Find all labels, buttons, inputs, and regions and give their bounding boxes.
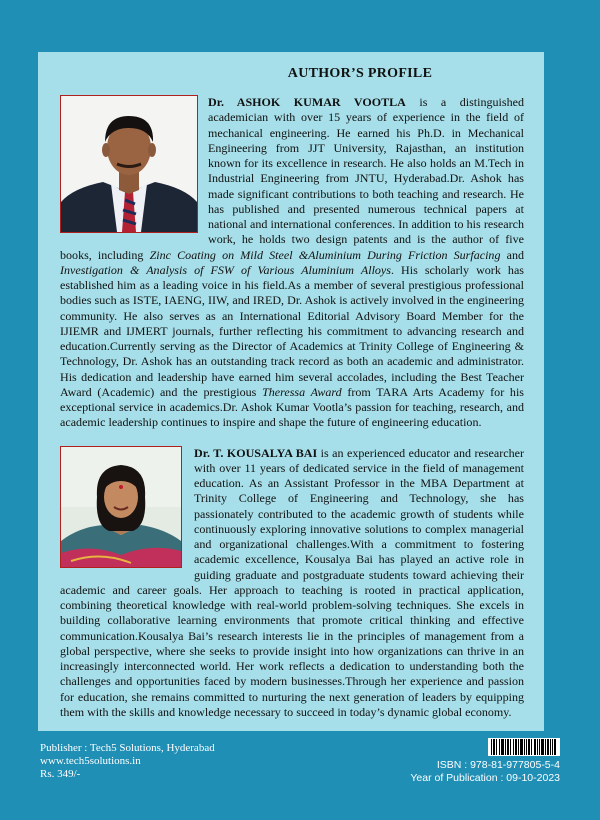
page-title: AUTHOR’S PROFILE xyxy=(287,66,433,81)
author1-text-3: . His scholarly work has established him as a leading voice in his field.As a member of several prestigious professional bodies such as ISTE, IAENG, IIW, and IRED, Dr. Ashok is actively involved in the engineering community. He also serves as an International Editorial Advisory Board Member for the IJIEMR and IJMERT journals, further reflecting his commitment to advancing research and education.Currently serving as the Director of Academics at Trinity College of Engineering & Technology, Dr. Ashok has an outstanding track record as both an academic and administrator. His dedication and leadership have earned him several accolades, including the Best Teacher Award (Academic) and the prestigious xyxy=(60,262,524,399)
author1-bio xyxy=(60,95,524,431)
author1-award: Theressa Award xyxy=(262,384,342,399)
portrait-man-icon xyxy=(61,96,197,232)
isbn-label: ISBN : 978-81-977805-5-4 xyxy=(436,759,560,771)
portrait-woman-icon xyxy=(61,447,181,567)
author1-text-4: from TARA Arts Academy for his exceptional service in academics.Dr. Ashok Kumar Vootla’s passion for teaching, research, and academic leadership continues to inspire and shape the future of engineering education. xyxy=(60,384,524,430)
isbn-block xyxy=(410,738,560,785)
author-profile-panel xyxy=(38,52,544,731)
author1-name: Dr. ASHOK KUMAR VOOTLA xyxy=(208,95,406,109)
author2-name: Dr. T. KOUSALYA BAI xyxy=(194,445,318,460)
author1-book-1: Zinc Coating on Mild Steel &Aluminium During Friction Surfacing xyxy=(149,247,501,262)
price-label: Rs. 349/- xyxy=(40,768,81,780)
website-link[interactable]: www.tech5solutions.in xyxy=(40,755,141,767)
author1-text-1: is a distinguished academician with over 15 years of experience in the field of mechanical engineering. He earned his Ph.D. in Mechanical Engineering from JJT University, Rajasthan, an institution known for its excellence in research. He also holds an M.Tech in Industrial Engineering from JNTU, Hyderabad.Dr. Ashok has made significant contributions to both teaching and research. He has published and presented numerous technical papers at national and international conferences. In addition to his research work, he holds two design patents and is the author of five books, including xyxy=(60,95,524,262)
author1-book-2: Investigation & Analysis of FSW of Various Aluminium Alloys xyxy=(60,262,391,277)
author2-text: is an experienced educator and researcher with over 11 years of dedicated service in the field of management education. As an Assistant Professor in the MBA Department at Trinity College of Engineering and Technology, she has passionately contributed to the academic growth of students while continuously exploring innovative solutions to complex managerial and organizational challenges.With a commitment to fostering academic excellence, Kousalya Bai has played an active role in guiding graduate and postgraduate students toward achieving their academic and career goals. Her approach to teaching is rooted in practical application, combining theoretical knowledge with real-world problem-solving techniques. She excels in building collaborative learning environments that promote critical thinking and effective communication.Kousalya Bai’s research interests lie in the principles of management from a global perspective, where she seeks to provide insight into how organizations can thrive in an increasingly interconnected world. Her work reflects a dedication to understanding both the challenges and opportunities faced by modern businesses.Through her experience and passion for education, she remains committed to nurturing the next generation of leaders by equipping them with the skills and knowledge necessary to succeed in today’s dynamic global economy. xyxy=(60,445,524,719)
publication-year: Year of Publication : 09-10-2023 xyxy=(410,772,560,784)
author2-photo xyxy=(60,446,182,568)
publisher-info xyxy=(40,742,215,781)
barcode-icon xyxy=(488,738,560,756)
author1-photo xyxy=(60,95,198,233)
author2-bio xyxy=(60,446,524,721)
publisher-line: Publisher : Tech5 Solutions, Hyderabad xyxy=(40,742,215,754)
author1-text-2: and xyxy=(500,247,525,262)
